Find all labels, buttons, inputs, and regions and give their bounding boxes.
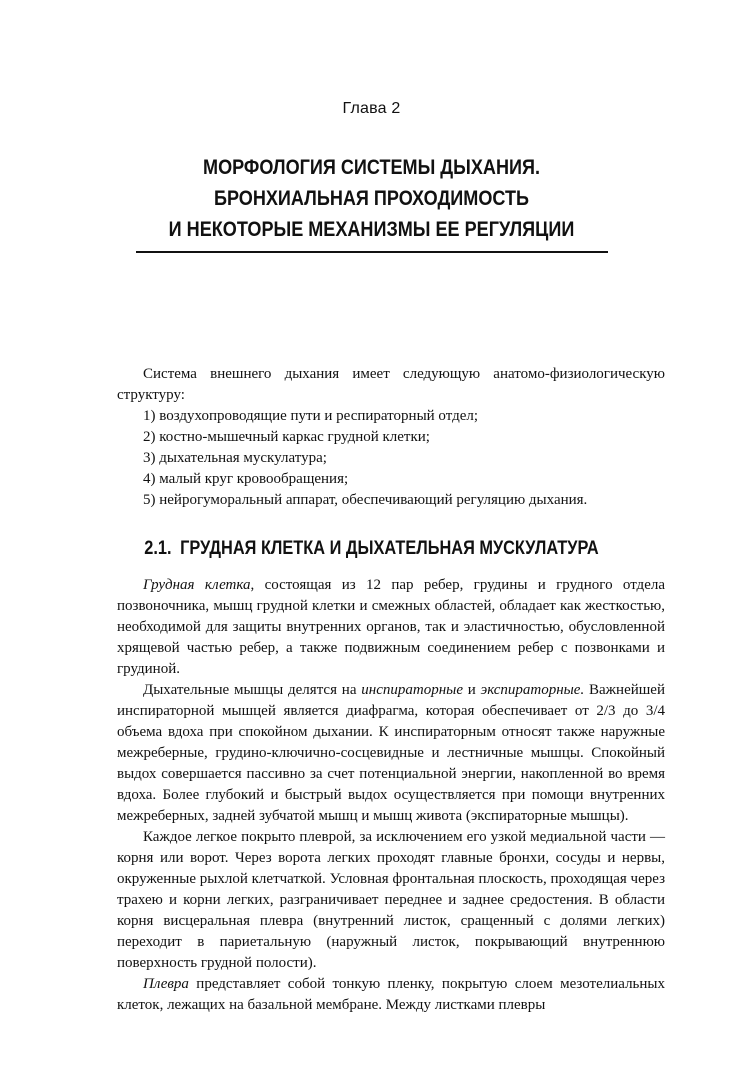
list-item: 3) дыхательная мускулатура; xyxy=(143,450,327,466)
term-emphasis: инспираторные xyxy=(361,682,463,698)
chapter-title-line: БРОНХИАЛЬНАЯ ПРОХОДИМОСТЬ xyxy=(213,187,529,210)
chapter-title-line: И НЕКОТОРЫЕ МЕХАНИЗМЫ ЕЕ РЕГУЛЯЦИИ xyxy=(168,218,575,241)
chapter-title-line: МОРФОЛОГИЯ СИСТЕМЫ ДЫХАНИЯ. xyxy=(203,156,540,179)
paragraph-text: Дыхательные мышцы делятся на xyxy=(143,682,362,698)
intro-paragraph: Система внешнего дыхания имеет следующую анатомо-физиологическую структуру: xyxy=(117,366,665,403)
chapter-label: Глава 2 xyxy=(342,100,401,117)
list-item: 2) костно-мышечный каркас грудной клетки; xyxy=(143,429,430,445)
paragraph xyxy=(117,575,665,680)
section-title: ГРУДНАЯ КЛЕТКА И ДЫХАТЕЛЬНАЯ МУСКУЛАТУРА xyxy=(180,538,599,559)
list-item: 1) воздухопроводящие пути и респираторный отдел; xyxy=(143,408,479,424)
paragraph: Каждое легкое покрыто плеврой, за исключением его узкой медиальной части — корня или ворот. Через ворота легких проходят главные бронхи, сосуды и нервы, окруженные рыхлой клетчаткой. Условная фронтальная плоскость, проходящая через трахею и корни легких, разграничивает переднее и заднее средостения. В области корня висцеральная плевра (внутренний листок, сращенный с долями легких) переходит в париетальную (наружный листок, покрывающий внутреннюю поверхность грудной полости). xyxy=(117,829,665,971)
term-emphasis: Плевра xyxy=(143,976,189,992)
list-item: 4) малый круг кровообращения; xyxy=(143,471,349,487)
list-item: 5) нейрогуморальный аппарат, обеспечивающий регуляцию дыхания. xyxy=(143,492,588,508)
paragraph xyxy=(117,680,665,827)
section-content xyxy=(117,575,665,1016)
chapter-title xyxy=(52,152,691,245)
title-underline-divider xyxy=(136,251,608,253)
section-heading xyxy=(52,538,691,560)
term-emphasis: экспираторные. xyxy=(480,682,585,698)
paragraph-text: представляет собой тонкую пленку, покрытую слоем мезотелиальных клеток, лежащих на базальной мембране. Между листками плевры xyxy=(117,976,665,1013)
term-emphasis: Грудная клетка xyxy=(143,577,251,593)
paragraph-text: , состоящая из 12 пар ребер, грудины и грудного отдела позвоночника, мышц грудной клетки и смежных областей, обладает как жесткостью, необходимой для защиты внутренних органов, так и эластичностью, обусловленной хрящевой частью ребер, а также подвижным соединением ребер с позвонками и грудиной. xyxy=(117,577,665,677)
paragraph-text: и xyxy=(463,682,481,698)
section-number: 2.1. xyxy=(144,538,172,559)
structure-list xyxy=(117,406,665,511)
intro-block xyxy=(117,364,665,511)
paragraph-text: Важнейшей инспираторной мышцей является диафрагма, которая обеспечивает от 2/3 до 3/4 объема вдоха при спокойном дыхании. К инспираторным относят также наружные межреберные, грудино-ключично-сосцевидные и лестничные мышцы. Спокойный выдох совершается пассивно за счет потенциальной энергии, накопленной во время вдоха. Более глубокий и быстрый выдох осуществляется при помощи внутренних межреберных, задней зубчатой мышц и мышц живота (экспираторные мышцы). xyxy=(117,682,665,824)
paragraph xyxy=(117,974,665,1016)
